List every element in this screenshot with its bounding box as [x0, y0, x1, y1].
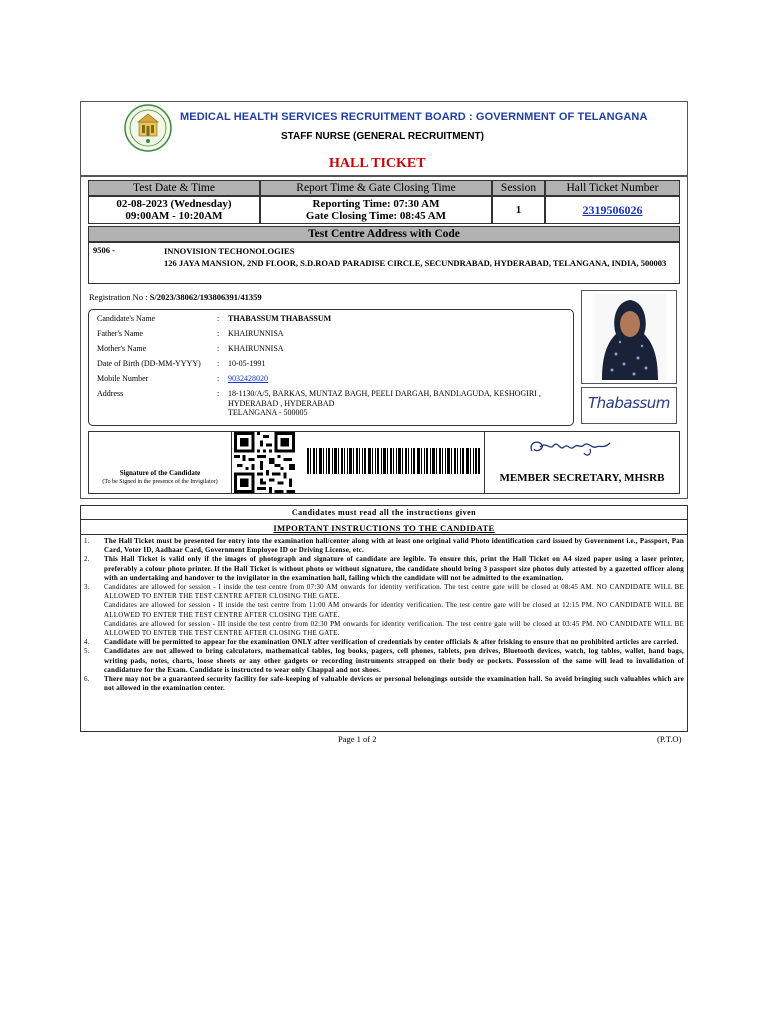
centre-address [164, 245, 674, 269]
colon: : [217, 389, 220, 398]
instruction-text: Candidate will be permitted to appear for the examination ONLY after verification of credentials by center officials & after frisking to ensure that no prohibited articles are carried. [104, 638, 679, 647]
mother-name: KHAIRUNNISA [228, 344, 284, 353]
instructions-must-read: Candidates must read all the instructions given [80, 506, 688, 520]
instruction-text: This Hall Ticket is valid only if the images of photograph and signature of candidate are legible. To ensure this, print the Hall Ticket on A4 sized paper using a laser printer, preferably a colour photo printer. If the Hall Ticket is without photo or without signature, the candidate should bring 3 passport size photos duly attested by a gazetted officer along with an undertaking and handover to the invigilator in the examination hall, failing which the candidate will not be admitted to the examination. [104, 555, 684, 582]
address-line-1: 18-1130/A/5, BARKAS, MUNTAZ BAGH, PEELI DARGAH, BANDLAGUDA, KESHOGIRI , [228, 389, 541, 398]
pto-note: (P.T.O) [657, 734, 682, 744]
candidate-signature-title: Signature of the Candidate [119, 469, 201, 477]
gate-closing-time: Gate Closing Time: 08:45 AM [305, 210, 447, 222]
page-number: Page 1 of 2 [338, 734, 377, 744]
candidate-address [228, 389, 541, 418]
label-address: Address [97, 389, 124, 398]
session-value: 1 [515, 204, 522, 216]
board-name: MEDICAL HEALTH SERVICES RECRUITMENT BOARD : GOVERNMENT OF TELANGANA [180, 111, 648, 123]
colon: : [217, 374, 220, 383]
instruction-text: The Hall Ticket must be presented for entry into the examination hall/center along with at least one original valid Photo identification card issued by Government i.e., Passport, Pan Card, Voter ID, Aadhaar Card, Government Employee ID or Driving License, etc. [104, 537, 684, 555]
instruction-item [84, 675, 684, 693]
test-date: 02-08-2023 (Wednesday) [116, 198, 232, 210]
centre-header: Test Centre Address with Code [88, 226, 680, 242]
instruction-item [84, 638, 684, 647]
centre-name: INNOVISION TECHONOLOGIES [164, 246, 295, 256]
label-dob: Date of Birth (DD-MM-YYYY) [97, 359, 201, 368]
instruction-item [84, 583, 684, 638]
qr-code-icon [233, 432, 296, 493]
colon: : [217, 329, 220, 338]
header-report-time: Report Time & Gate Closing Time [260, 180, 492, 196]
instructions-heading: IMPORTANT INSTRUCTIONS TO THE CANDIDATE [80, 521, 688, 535]
authority-title: MEMBER SECRETARY, MHSRB [499, 472, 665, 484]
colon: : [217, 344, 220, 353]
test-date-cell [88, 196, 260, 224]
label-mother-name: Mother's Name [97, 344, 147, 353]
date-of-birth: 10-05-1991 [228, 359, 266, 368]
test-time: 09:00AM - 10:20AM [125, 210, 223, 222]
post-name: STAFF NURSE (GENERAL RECRUITMENT) [281, 131, 484, 142]
centre-address-text: 126 JAYA MANSION, 2ND FLOOR, S.D.ROAD PARADISE CIRCLE, SECUNDRABAD, HYDERABAD, TELANGANA, INDIA, 500003 [164, 258, 667, 268]
label-father-name: Father's Name [97, 329, 144, 338]
address-line-2: HYDERABAD , HYDERABAD [228, 398, 335, 408]
colon: : [217, 314, 220, 323]
centre-code: 9506 - [93, 245, 115, 255]
instruction-number: 4. [84, 638, 90, 647]
instruction-item [84, 647, 684, 675]
instruction-text: Candidates are allowed for session - II inside the test centre from 11:00 AM onwards for identity verification. The test centre gate will be closed at 12:15 PM. NO CANDIDATE WILL BE ALLOWED TO ENTER THE TEST CENTRE AFTER CLOSING THE GATE. [104, 601, 684, 619]
candidate-photo [594, 294, 666, 380]
label-candidate-name: Candidate's Name [97, 314, 156, 323]
header-hall-ticket-number: Hall Ticket Number [545, 180, 680, 196]
instructions-list [84, 537, 684, 693]
instruction-number: 3. [84, 583, 90, 592]
header-session: Session [492, 180, 545, 196]
instruction-text: Candidates are allowed for session - I inside the test centre from 07:30 AM onwards for identity verification. The test centre gate will be closed at 08:45 AM. NO CANDIDATE WILL BE ALLOWED TO ENTER THE TEST CENTRE AFTER CLOSING THE GATE. [104, 583, 684, 601]
label-mobile: Mobile Number [97, 374, 149, 383]
reporting-time: Reporting Time: 07:30 AM [312, 198, 440, 210]
instruction-number: 2. [84, 555, 90, 564]
instruction-item [84, 555, 684, 583]
report-time-cell [260, 196, 492, 224]
candidate-signature-note: (To be Signed in the presence of the Invigilator) [102, 479, 218, 485]
instruction-text: Candidates are allowed for session - III inside the test centre from 02:30 PM onwards for identity verification. The test centre gate will be closed at 03:45 PM. NO CANDIDATE WILL BE ALLOWED TO ENTER THE TEST CENTRE AFTER CLOSING THE GATE. [104, 619, 684, 638]
authority-signature-icon [520, 435, 620, 460]
hall-ticket-title: HALL TICKET [329, 156, 426, 171]
registration-label: Registration No : [89, 292, 148, 302]
instruction-number: 5. [84, 647, 90, 656]
registration-number: S/2023/38062/193806391/41359 [149, 292, 262, 302]
address-line-3: TELANGANA - 500005 [228, 408, 308, 417]
candidate-signature-image [581, 387, 677, 424]
colon: : [217, 359, 220, 368]
candidate-name: THABASSUM THABASSUM [228, 314, 332, 323]
header-test-date: Test Date & Time [88, 180, 260, 196]
barcode-icon [307, 448, 480, 474]
instruction-text: There may not be a guaranteed security facility for safe-keeping of valuable devices or personal belongings outside the examination hall. So avoid bringing such valuables which are not allowed in the examination center. [104, 675, 684, 693]
registration [89, 292, 262, 302]
hall-ticket-cell [545, 196, 680, 224]
instruction-number: 1. [84, 537, 90, 545]
session-cell [492, 196, 545, 224]
telangana-emblem-icon [124, 104, 172, 152]
instruction-text-block [104, 583, 684, 638]
instruction-item [84, 537, 684, 555]
instruction-text: Candidates are not allowed to bring calculators, mathematical tables, log books, pagers, cell phones, tablets, pen drives, Bluetooth devices, watch, log tables, wallet, hand bags, writing pads, notes, charts, loose sheets or any other gadgets or recording instruments strapped on their body or pockets. Possession of the same will lead to invalidation of candidature for the Exam. Candidate is instructed to wear only Chappal and not shoes. [104, 647, 684, 674]
mobile-number-link[interactable]: 9032428020 [228, 374, 268, 383]
signature-text: Thabassum [588, 394, 670, 412]
father-name: KHAIRUNNISA [228, 329, 284, 338]
instruction-number: 6. [84, 675, 90, 684]
hall-ticket-number-link[interactable]: 2319506026 [582, 203, 643, 217]
